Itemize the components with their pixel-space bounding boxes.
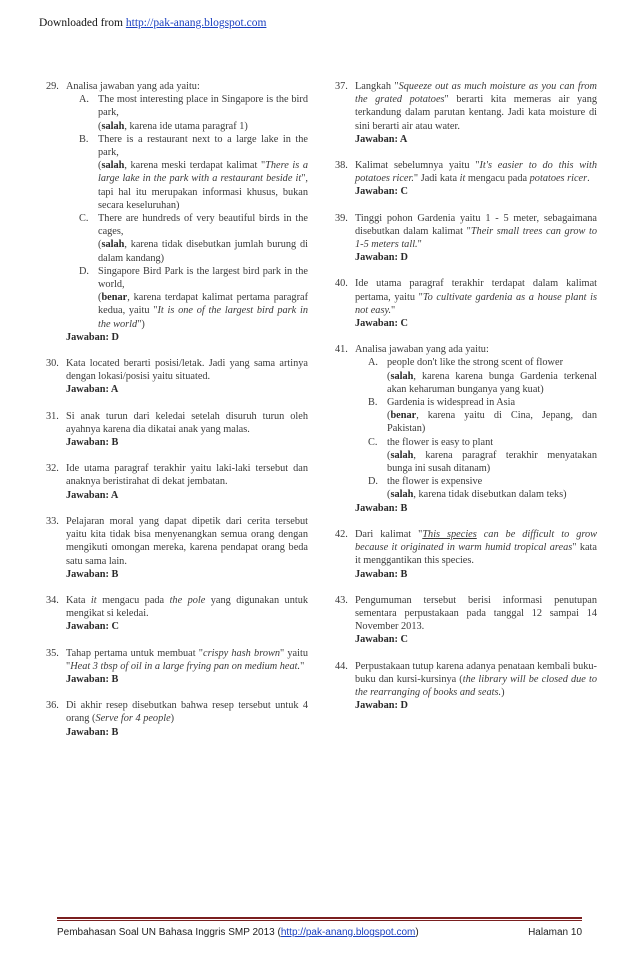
- quoted-sentence: Heat 3 tbsp of oil in a large frying pan on medium heat.: [70, 660, 301, 672]
- explanation-text: (salah, karena ide utama paragraf 1): [98, 120, 248, 132]
- blog-link[interactable]: http://pak-anang.blogspot.com: [125, 17, 267, 29]
- answer-label: Jawaban: C: [355, 318, 408, 330]
- answer-label: Jawaban: C: [355, 634, 408, 646]
- question-31: [46, 410, 308, 450]
- option-d: [355, 475, 597, 501]
- question-text: [355, 80, 597, 133]
- question-text: Pengumuman tersebut berisi informasi penutupan sementara perpustakaan pada tanggal 12 sampai 14 November 2013.: [355, 594, 597, 633]
- question-number: 31.: [46, 410, 59, 422]
- question-number: 36.: [46, 700, 59, 712]
- question-32: [46, 462, 308, 502]
- quoted-sentence: There is a large lake in the park with a restaurant beside it: [98, 160, 308, 185]
- answer-label: Jawaban: B: [66, 726, 119, 738]
- footer-link[interactable]: http://pak-anang.blogspot.com: [280, 927, 416, 938]
- question-41: [335, 343, 597, 515]
- underlined-term: This species: [422, 528, 477, 540]
- question-number: 38.: [335, 160, 348, 172]
- quoted-sentence: It's easier to do this with potatoes ricer.: [355, 160, 597, 185]
- question-text: Kata located berarti posisi/letak. Jadi yang sama artinya dengan lokasi/posisi yaitu situated.: [66, 358, 308, 383]
- italic-term: it: [90, 594, 97, 606]
- download-prefix: Downloaded from: [39, 17, 126, 29]
- option-letter: C.: [368, 436, 378, 448]
- text-run: ): [501, 686, 505, 698]
- option-explanation: (benar, karena yaitu di Cina, Jepang, dan Pakistan): [387, 410, 597, 435]
- option-text: Singapore Bird Park is the largest bird park in the world,: [98, 265, 308, 291]
- text-run: ): [170, 713, 175, 725]
- explanation-text: "): [137, 318, 145, 330]
- question-43: [335, 594, 597, 647]
- question-intro: Analisa jawaban yang ada yaitu:: [355, 344, 489, 356]
- question-42: [335, 528, 597, 581]
- question-29: [46, 80, 308, 344]
- italic-term: it: [459, 173, 466, 185]
- option-text: Gardenia is widespread in Asia: [387, 397, 516, 409]
- answer-label: Jawaban: A: [66, 489, 119, 501]
- text-run: Perpustakaan tutup karena adanya penataan kembali buku-buku dan kursi-kursinya (: [355, 660, 597, 685]
- option-explanation: (salah, karena paragraf terakhir menyatakan bunga ini susah ditanam): [387, 449, 597, 475]
- quoted-sentence: To cultivate gardenia as a house plant is not easy.: [355, 291, 597, 316]
- question-number: 33.: [46, 515, 59, 527]
- text-run: Tinggi pohon Gardenia yaitu 1 - 5 meter, sebagaimana disebutkan dalam kalimat ": [355, 212, 597, 237]
- text-run: Ide utama paragraf terakhir terdapat dalam kalimat pertama, yaitu ": [355, 278, 597, 303]
- option-b: [355, 396, 597, 436]
- option-explanation: (salah, karena karena bunga Gardenia terkenal akan keharuman bunganya yang kuat): [387, 370, 597, 395]
- question-number: 35.: [46, 647, 59, 659]
- option-a: [355, 356, 597, 396]
- answer-label: Jawaban: D: [66, 331, 119, 343]
- question-38: [335, 159, 597, 199]
- question-number: 42.: [335, 528, 348, 540]
- question-number: 44.: [335, 660, 348, 672]
- question-number: 34.: [46, 594, 59, 606]
- page-number: Halaman 10: [528, 927, 582, 938]
- quoted-sentence: Their small trees can grow to 1-5 meters tall.: [355, 225, 597, 251]
- quoted-sentence: Squeeze out as much moisture as you can from the grated potatoes: [355, 81, 597, 106]
- option-text: people don't like the strong scent of flower: [387, 357, 563, 369]
- question-40: [335, 277, 597, 330]
- right-column: [335, 80, 597, 725]
- question-text: Si anak turun dari keledai setelah disuruh turun oleh ayahnya karena dia dikatai anak yang malas.: [66, 410, 308, 435]
- question-text: [66, 594, 308, 620]
- question-number: 40.: [335, 278, 348, 290]
- question-33: [46, 515, 308, 581]
- answer-label: Jawaban: B: [66, 437, 119, 449]
- answer-label: Jawaban: C: [355, 186, 408, 198]
- italic-term: the pole: [169, 594, 206, 606]
- option-text: There is a restaurant next to a large lake in the park,: [98, 133, 308, 159]
- question-text: Pelajaran moral yang dapat dipetik dari cerita tersebut yaitu kita tidak bisa menyenangkan semua orang dengan mengikuti omongan mereka, karena pendapat orang beda satu sama lain.: [66, 515, 308, 567]
- footer-text: Pembahasan Soal UN Bahasa Inggris SMP 2013 (: [57, 927, 281, 938]
- text-run: " Jadi kata: [413, 173, 460, 185]
- option-letter: A.: [79, 94, 90, 106]
- question-text: [355, 277, 597, 317]
- answer-label: Jawaban: B: [66, 673, 119, 685]
- answer-label: Jawaban: A: [66, 384, 119, 396]
- italic-term: crispy hash brown: [203, 647, 280, 659]
- text-run: ": [391, 304, 396, 316]
- option-text: The most interesting place in Singapore is the bird park,: [98, 94, 308, 119]
- option-b: [66, 133, 308, 212]
- text-run: " berarti kita memeras air yang terkandung dalam parutan kentang. Jadi kata moisture di sini berarti air atau water.: [355, 94, 597, 132]
- left-column: [46, 80, 308, 752]
- option-text: There are hundreds of very beautiful birds in the cages,: [98, 213, 308, 238]
- question-39: [335, 212, 597, 265]
- option-letter: D.: [368, 476, 379, 488]
- question-text: [355, 528, 597, 568]
- quoted-sentence: It is one of the largest bird park in the world: [98, 305, 308, 330]
- answer-label: Jawaban: C: [66, 621, 119, 633]
- quoted-sentence: the library will be closed due to the rearranging of books and seats.: [355, 673, 597, 698]
- question-36: [46, 699, 308, 739]
- text-run: mengacu pada: [96, 594, 170, 606]
- text-run: ": [300, 660, 305, 672]
- option-c: [66, 212, 308, 265]
- question-44: [335, 660, 597, 713]
- text-run: Dari kalimat ": [355, 528, 423, 540]
- answer-label: Jawaban: A: [355, 133, 408, 145]
- question-text: [355, 212, 597, 252]
- question-number: 37.: [335, 81, 348, 92]
- text-run: yang digunakan untuk mengikat si keledai.: [66, 594, 308, 620]
- option-explanation: (salah, karena tidak disebutkan dalam teks): [387, 489, 567, 501]
- italic-term: Serve for 4 people: [95, 713, 171, 725]
- option-text: the flower is easy to plant: [387, 436, 494, 448]
- option-explanation: (salah, karena tidak disebutkan jumlah burung di dalam kandang): [98, 239, 308, 264]
- answer-label: Jawaban: B: [355, 502, 408, 514]
- answer-label: Jawaban: B: [355, 568, 408, 580]
- text-run: " yaitu ": [66, 647, 308, 672]
- question-number: 30.: [46, 358, 59, 370]
- option-letter: B.: [79, 133, 89, 145]
- footer-divider-thin: [57, 920, 582, 921]
- option-a: [66, 93, 308, 133]
- text-run: ": [417, 239, 422, 251]
- option-letter: D.: [79, 265, 90, 277]
- question-number: 32.: [46, 463, 59, 475]
- option-letter: C.: [79, 213, 89, 225]
- explanation-text: ", tapi hal itu merupakan informasi khusus, bukan secara keseluruhan): [98, 173, 308, 211]
- footer-text: ): [415, 927, 419, 938]
- footer-divider-thick: [57, 917, 582, 919]
- question-number: 29.: [46, 81, 59, 92]
- italic-term: potatoes ricer: [529, 173, 588, 185]
- option-c: [355, 436, 597, 476]
- text-run: Di akhir resep disebutkan bahwa resep tersebut untuk 4 orang (: [66, 700, 308, 725]
- question-text: Ide utama paragraf terakhir yaitu laki-laki tersebut dan anaknya beristirahat di dekat jembatan.: [66, 463, 308, 488]
- question-intro: Analisa jawaban yang ada yaitu:: [66, 81, 200, 92]
- text-run: " kata it menggantikan this species.: [355, 542, 597, 567]
- download-source-header: [39, 17, 266, 29]
- question-37: [335, 80, 597, 146]
- text-run: Langkah ": [355, 81, 399, 92]
- explanation-text: (benar, karena terdapat kalimat pertama paragraf kedua, yaitu ": [98, 292, 308, 317]
- footer-title: [57, 927, 419, 938]
- question-text: [66, 647, 308, 673]
- option-explanation: [98, 120, 308, 133]
- text-run: Kata: [66, 594, 91, 606]
- option-letter: A.: [368, 357, 379, 369]
- question-text: [355, 159, 597, 185]
- text-run: .: [587, 173, 590, 185]
- answer-label: Jawaban: D: [355, 700, 408, 712]
- option-d: [66, 265, 308, 331]
- text-run: Tahap pertama untuk membuat ": [66, 647, 203, 659]
- question-30: [46, 357, 308, 397]
- question-number: 43.: [335, 594, 348, 606]
- explanation-text: (salah, karena meski terdapat kalimat ": [98, 160, 266, 172]
- option-explanation: [98, 159, 308, 212]
- question-35: [46, 647, 308, 687]
- question-number: 39.: [335, 212, 348, 224]
- question-number: 41.: [335, 344, 348, 356]
- option-text: the flower is expensive: [387, 476, 483, 488]
- question-text: [355, 660, 597, 700]
- text-run: Kalimat sebelumnya yaitu ": [355, 160, 480, 172]
- answer-label: Jawaban: B: [66, 568, 119, 580]
- option-explanation: [98, 291, 308, 331]
- quoted-sentence: can be difficult to grow because it originated in warm humid tropical areas: [355, 528, 597, 554]
- answer-label: Jawaban: D: [355, 252, 408, 264]
- question-34: [46, 594, 308, 634]
- text-run: mengacu pada: [465, 173, 530, 185]
- option-letter: B.: [368, 397, 378, 409]
- question-text: [66, 699, 308, 725]
